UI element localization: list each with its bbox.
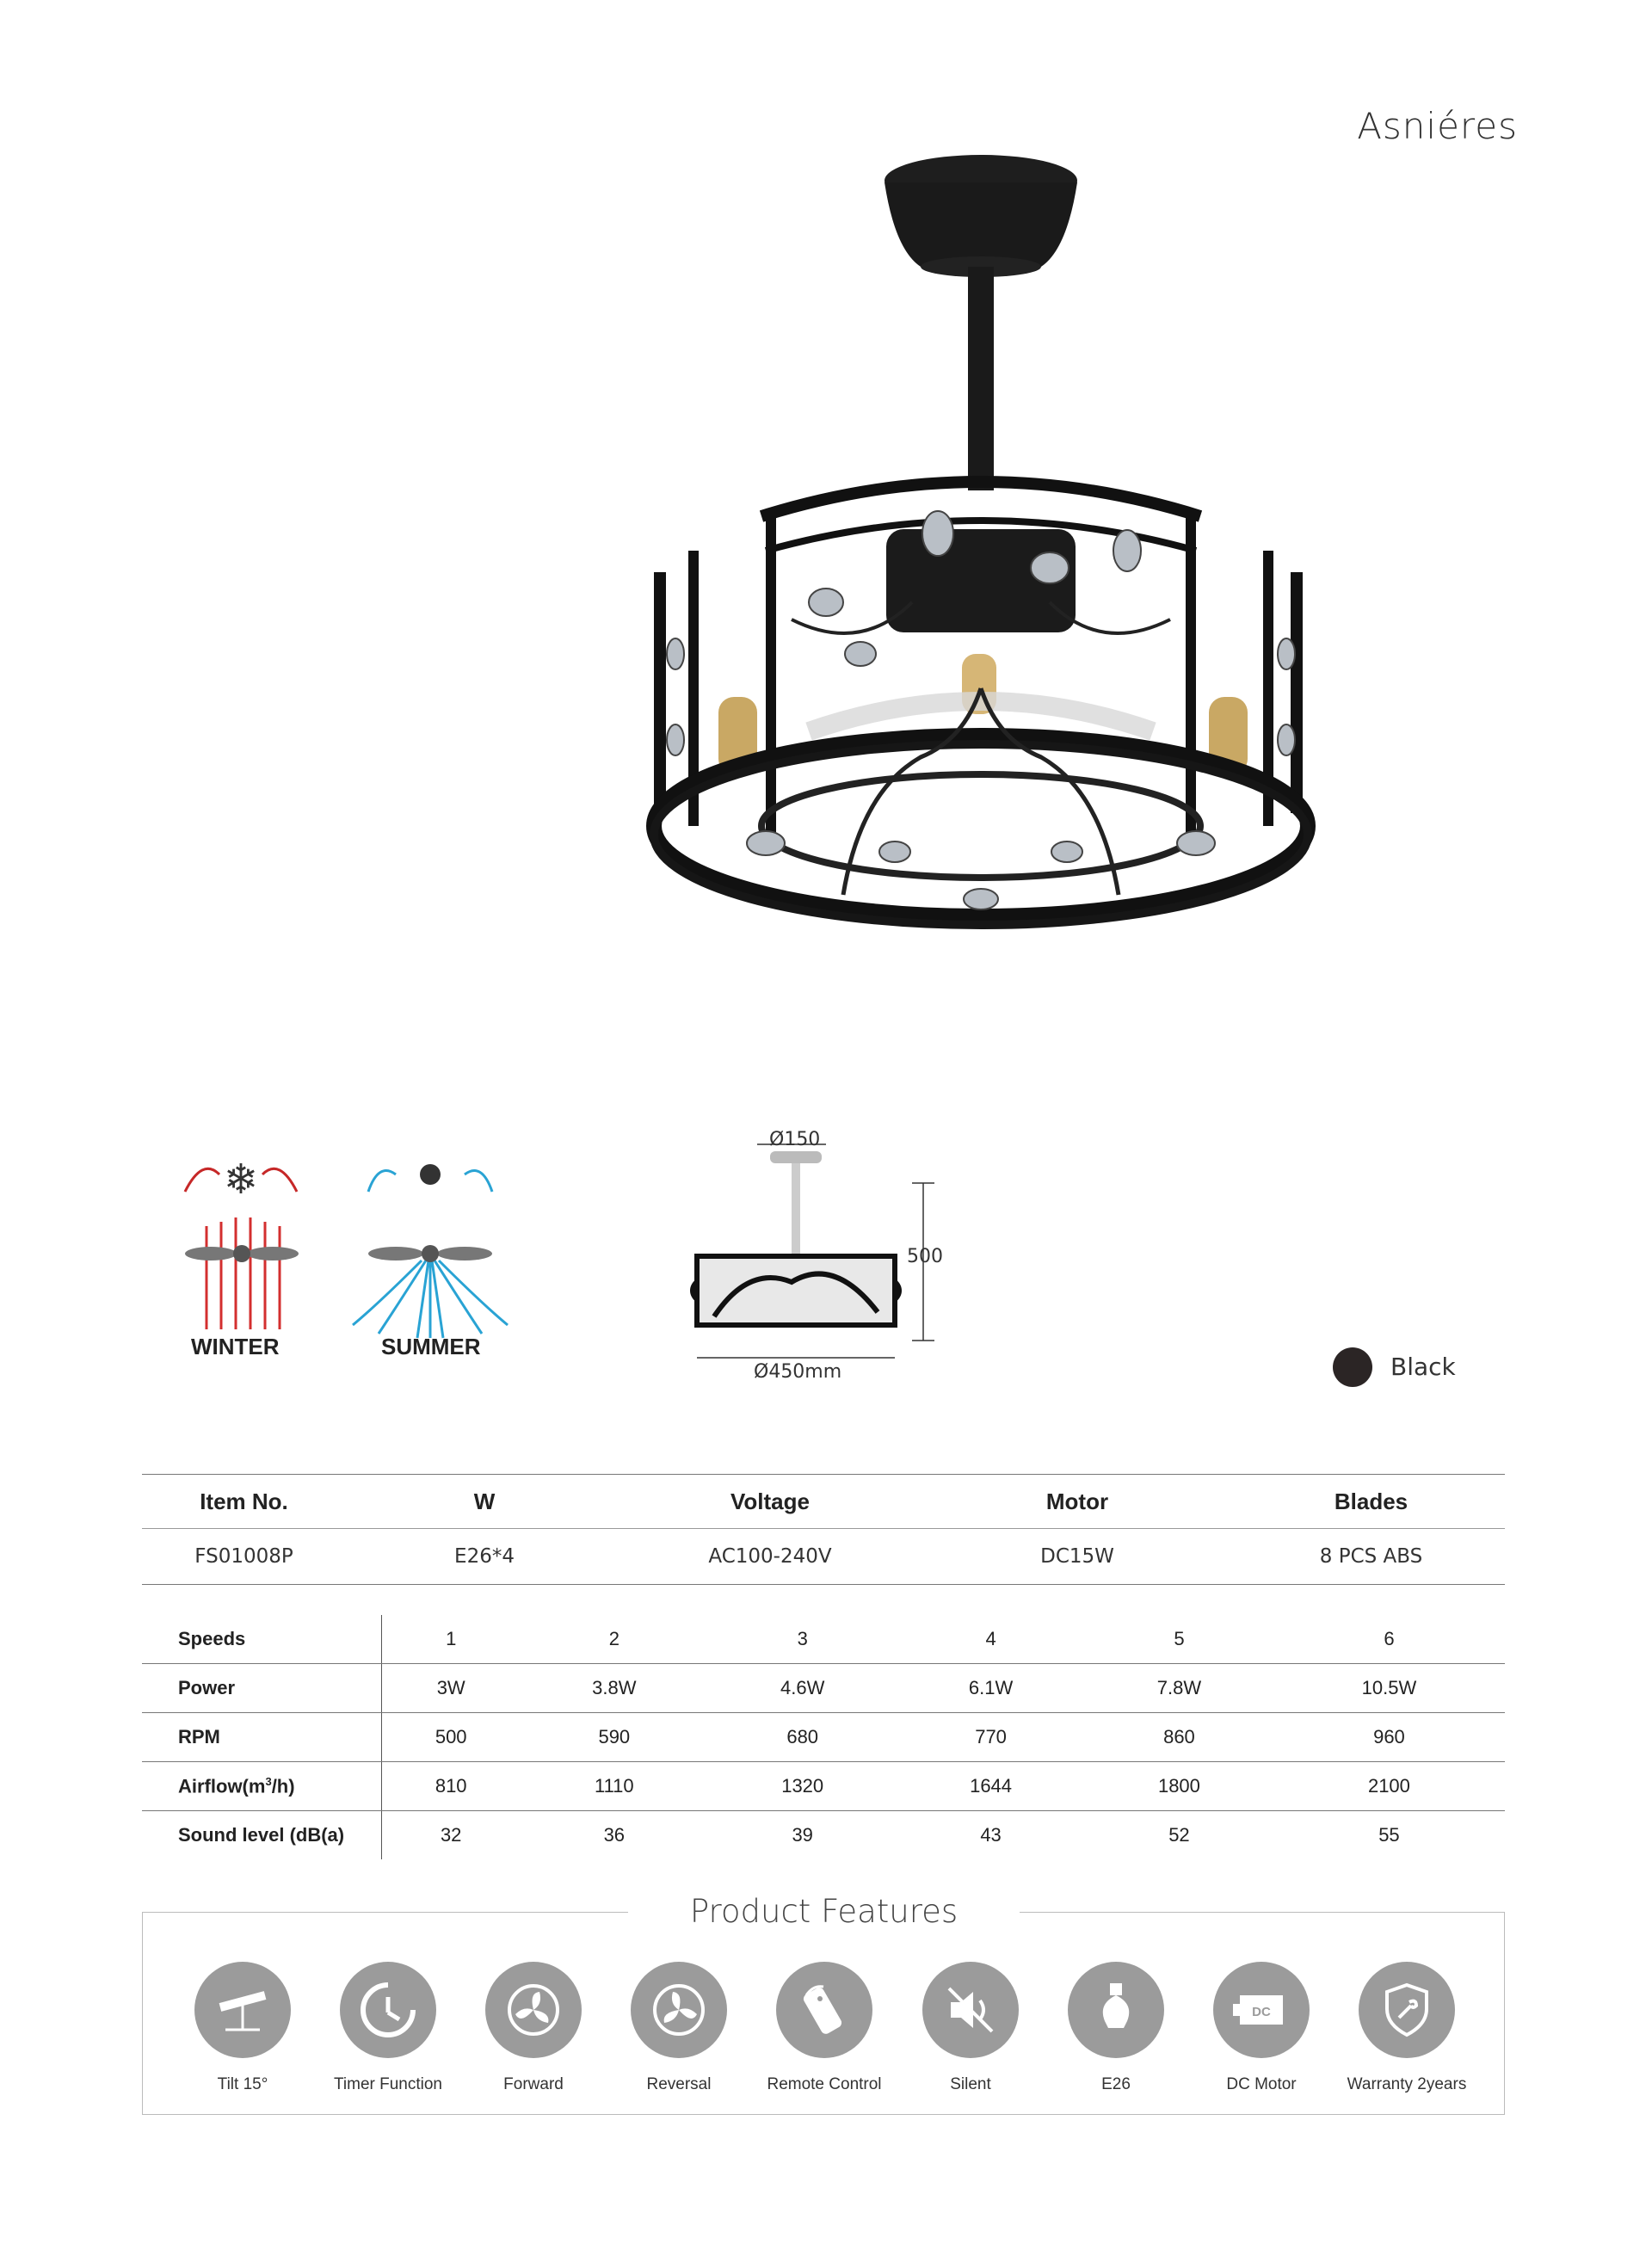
cell: 680 xyxy=(708,1713,897,1762)
cell: 810 xyxy=(382,1762,521,1811)
cell: 32 xyxy=(440,1824,462,1846)
winter-airflow-diagram xyxy=(168,1157,314,1351)
feature-tilt xyxy=(170,1962,316,2094)
header-blades: Blades xyxy=(1237,1475,1505,1529)
header-voltage: Voltage xyxy=(623,1475,917,1529)
speeds-table xyxy=(142,1615,1505,1859)
feature-label: DC Motor xyxy=(1226,2075,1297,2093)
winter-label: WINTER xyxy=(191,1334,280,1359)
feature-label: Remote Control xyxy=(767,2075,882,2093)
spec-table xyxy=(142,1474,1505,1585)
feature-label: E26 xyxy=(1101,2075,1131,2093)
cell: 10.5W xyxy=(1273,1664,1505,1713)
product-title: Asniéres xyxy=(1357,105,1518,147)
height-dimension: 500 xyxy=(907,1246,943,1267)
snowflake-icon: ❄ xyxy=(223,1157,259,1203)
spec-value-row xyxy=(142,1529,1505,1585)
cell: 960 xyxy=(1273,1713,1505,1762)
reversal-fan-icon xyxy=(631,1962,727,2058)
row-label: Sound level (dB(a) xyxy=(142,1811,382,1860)
cell: 1110 xyxy=(520,1762,708,1811)
feature-dc-motor xyxy=(1188,1962,1335,2094)
cell: 3.8W xyxy=(520,1664,708,1713)
cell: 860 xyxy=(1085,1713,1273,1762)
cell: 7.8W xyxy=(1085,1664,1273,1713)
speeds-row xyxy=(142,1615,1505,1664)
silent-icon xyxy=(922,1962,1019,2058)
feature-label: Warranty 2years xyxy=(1347,2075,1467,2093)
cell: 770 xyxy=(897,1713,1085,1762)
cell: 5 xyxy=(1085,1615,1273,1664)
timer-icon xyxy=(340,1962,436,2058)
airflow-row xyxy=(142,1762,1505,1811)
color-label: Black xyxy=(1390,1353,1456,1381)
header-motor: Motor xyxy=(917,1475,1237,1529)
cell: 1320 xyxy=(708,1762,897,1811)
feature-label: Silent xyxy=(950,2075,991,2093)
svg-text:DC: DC xyxy=(1252,2005,1271,2019)
feature-e26 xyxy=(1043,1962,1189,2094)
product-image xyxy=(637,138,1359,946)
cell: 4.6W xyxy=(708,1664,897,1713)
airflow-label-suffix: /h) xyxy=(271,1775,295,1797)
feature-label: Tilt 15° xyxy=(217,2075,268,2093)
row-label: RPM xyxy=(142,1713,382,1762)
cell: 1 xyxy=(382,1615,521,1664)
feature-label: Reversal xyxy=(646,2075,712,2093)
cell: 3W xyxy=(382,1664,521,1713)
cell: 2 xyxy=(520,1615,708,1664)
airflow-label-prefix: Airflow(m xyxy=(178,1775,266,1797)
feature-timer xyxy=(315,1962,461,2094)
cell: 6.1W xyxy=(897,1664,1085,1713)
cell: 36 xyxy=(603,1824,626,1846)
cell: 43 xyxy=(980,1824,1002,1846)
summer-airflow-diagram xyxy=(344,1157,516,1351)
cell: 55 xyxy=(1378,1824,1400,1846)
cell: 1800 xyxy=(1085,1762,1273,1811)
color-swatch xyxy=(1333,1347,1372,1387)
w-value: E26*4 xyxy=(346,1529,623,1585)
feature-forward xyxy=(460,1962,607,2094)
cell: 6 xyxy=(1273,1615,1505,1664)
row-label xyxy=(142,1762,382,1811)
motor-value: DC15W xyxy=(917,1529,1237,1585)
feature-silent xyxy=(897,1962,1044,2094)
feature-remote xyxy=(751,1962,897,2094)
airflow-label-sup: 3 xyxy=(265,1774,272,1788)
sun-icon xyxy=(420,1164,441,1185)
bulb-icon xyxy=(1068,1962,1164,2058)
overall-diameter: Ø450mm xyxy=(754,1361,842,1383)
summer-label: SUMMER xyxy=(381,1334,481,1359)
cell: 2100 xyxy=(1273,1762,1505,1811)
cell: 3 xyxy=(708,1615,897,1664)
cell: 39 xyxy=(792,1824,813,1846)
spec-header-row xyxy=(142,1475,1505,1529)
tilt-icon xyxy=(194,1962,291,2058)
feature-label: Timer Function xyxy=(334,2075,442,2093)
cell: 4 xyxy=(897,1615,1085,1664)
cell: 590 xyxy=(520,1713,708,1762)
feature-reversal xyxy=(606,1962,752,2094)
shield-icon xyxy=(1359,1962,1455,2058)
rpm-row xyxy=(142,1713,1505,1762)
header-w: W xyxy=(346,1475,623,1529)
feature-label: Forward xyxy=(503,2075,564,2093)
sound-row xyxy=(142,1811,1505,1860)
dc-motor-icon xyxy=(1213,1962,1310,2058)
cell: 1644 xyxy=(897,1762,1085,1811)
forward-fan-icon xyxy=(485,1962,582,2058)
cell: 52 xyxy=(1168,1824,1190,1846)
remote-control-icon xyxy=(776,1962,872,2058)
power-row xyxy=(142,1664,1505,1713)
feature-warranty xyxy=(1334,1962,1480,2094)
row-label: Power xyxy=(142,1664,382,1713)
cell: 500 xyxy=(382,1713,521,1762)
features-title: Product Features xyxy=(628,1893,1020,1930)
header-item-no: Item No. xyxy=(142,1475,346,1529)
row-label: Speeds xyxy=(142,1615,382,1664)
blades-value: 8 PCS ABS xyxy=(1237,1529,1505,1585)
item-no-value: FS01008P xyxy=(142,1529,346,1585)
canopy-diameter: Ø150 xyxy=(769,1129,821,1150)
voltage-value: AC100-240V xyxy=(623,1529,917,1585)
